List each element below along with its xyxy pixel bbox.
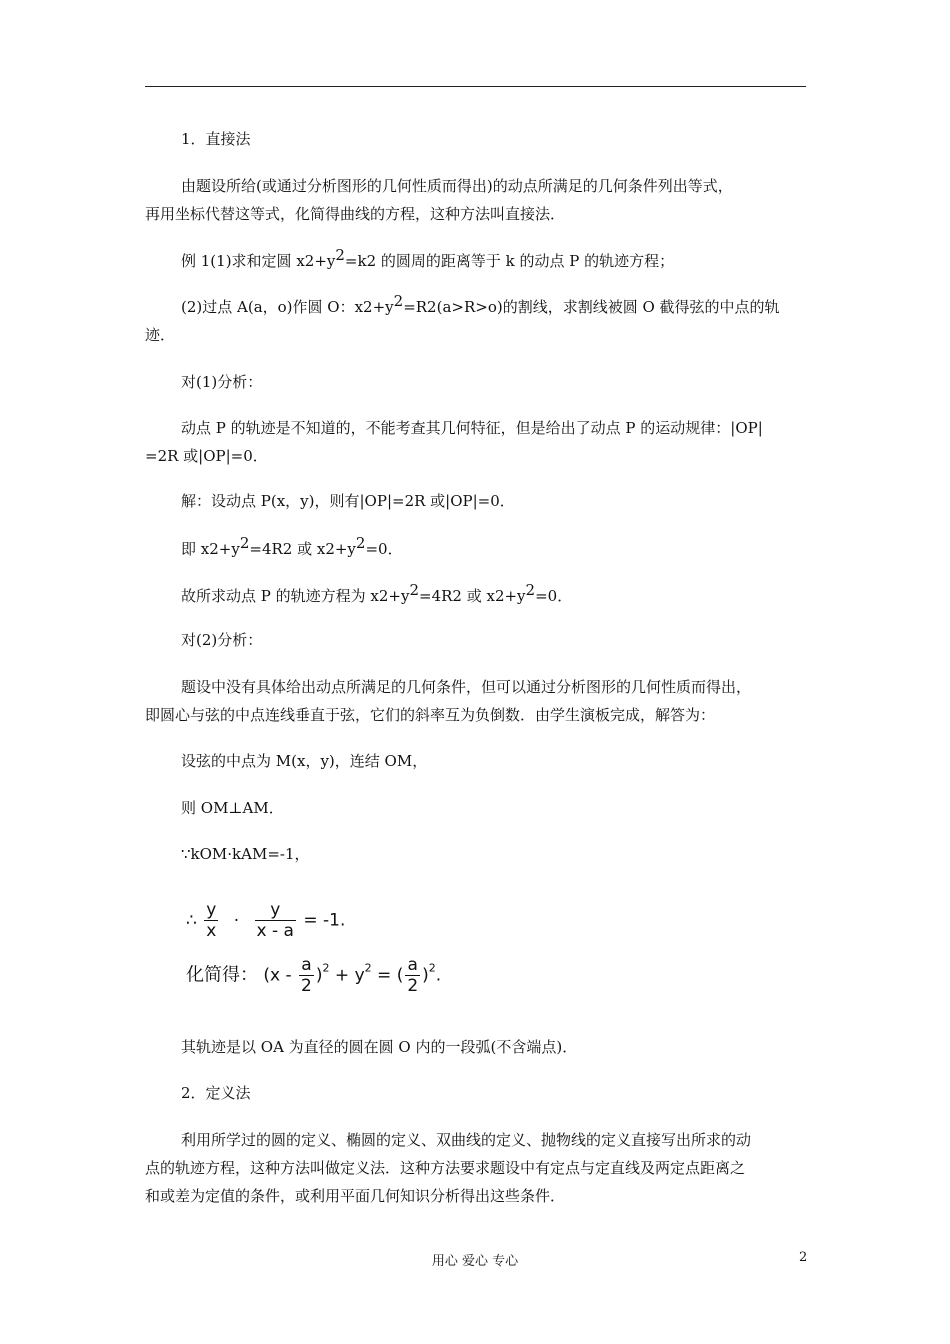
section-2-title: 2．定义法 bbox=[181, 1084, 251, 1102]
section-1-intro-line-1: 由题设所给(或通过分析图形的几何性质而得出)的动点所满足的几何条件列出等式， bbox=[181, 177, 733, 195]
page-number: 2 bbox=[799, 1250, 808, 1265]
fraction-a-over-2-rhs: $\frac{a}{2}$ bbox=[407, 955, 419, 996]
fraction-y-over-x-minus-a: $\frac{y}{x - a}$ bbox=[256, 900, 294, 941]
solution-2-step-2: 则 OM⊥AM． bbox=[181, 799, 284, 817]
solution-2-conclusion: 其轨迹是以 OA 为直径的圆在圆 O 内的一段弧(不含端点)． bbox=[181, 1038, 578, 1056]
section-2-intro-line-2: 点的轨迹方程，这种方法叫做定义法．这种方法要求题设中有定点与定直线及两定点距离之 bbox=[145, 1159, 746, 1177]
section-2-intro-line-3: 和或差为定值的条件，或利用平面几何知识分析得出这些条件． bbox=[145, 1187, 566, 1205]
analysis-1-line-1: 动点 P 的轨迹是不知道的，不能考查其几何特征，但是给出了动点 P 的运动规律：|OP| bbox=[181, 419, 763, 437]
solution-1-result: 故所求动点 P 的轨迹方程为 $x2+y^2=4R2$ 或 $x2+y^2=0$． bbox=[181, 581, 573, 605]
fraction-a-over-2: $\frac{a}{2}$ bbox=[301, 955, 312, 996]
question-2-line-1: (2)过点 A(a，o)作圆 O：$x2+y^2=R2(a>R>o)$的割线，求割线被圆 O 截得弦的中点的轨 bbox=[181, 292, 780, 316]
solution-1-setup: 解：设动点 P(x，y)，则有|OP|=2R 或|OP|=0． bbox=[181, 492, 515, 510]
solution-1-equation: 即 $x2+y^2=4R2$ 或 $x2+y^2=0$． bbox=[181, 534, 403, 558]
solution-2-step-3: ∵kOM·kAM=-1， bbox=[181, 845, 310, 863]
example-1-question-1: 例 1(1)求和定圆 $x2+y^2=k2$ 的圆周的距离等于 k 的动点 P 的轨迹方程； bbox=[181, 246, 675, 270]
analysis-2-line-1: 题设中没有具体给出动点所满足的几何条件，但可以通过分析图形的几何性质而得出， bbox=[181, 678, 752, 696]
fraction-y-over-x: $\frac{y}{x}$ bbox=[206, 900, 217, 941]
question-2-line-2: 迹． bbox=[145, 326, 176, 344]
footer-slogan: 用心 爱心 专心 bbox=[431, 1254, 519, 1269]
simplified-circle-equation: 化简得： (x - $\frac{a}{2}$ )$^2 + y^2$ = ( $\frac{a}{2}$ )$^2$. bbox=[186, 955, 442, 996]
section-2-intro-line-1: 利用所学过的圆的定义、椭圆的定义、双曲线的定义、抛物线的定义直接写出所求的动 bbox=[181, 1131, 752, 1149]
analysis-1-line-2: =2R 或|OP|=0． bbox=[145, 447, 268, 465]
analysis-1-heading: 对(1)分析： bbox=[181, 373, 263, 391]
analysis-2-heading: 对(2)分析： bbox=[181, 631, 263, 649]
section-1-title: 1．直接法 bbox=[181, 130, 251, 148]
analysis-2-line-2: 即圆心与弦的中点连线垂直于弦，它们的斜率互为负倒数．由学生演板完成，解答为： bbox=[145, 706, 716, 724]
header-rule bbox=[145, 86, 806, 87]
solution-2-step-1: 设弦的中点为 M(x，y)，连结 OM， bbox=[181, 752, 428, 770]
section-1-intro-line-2: 再用坐标代替这等式，化简得曲线的方程，这种方法叫直接法． bbox=[145, 205, 566, 223]
slope-product-equation: ∴ $\frac{y}{x}$ · $\frac{y}{x - a}$ = -1. bbox=[186, 900, 346, 941]
